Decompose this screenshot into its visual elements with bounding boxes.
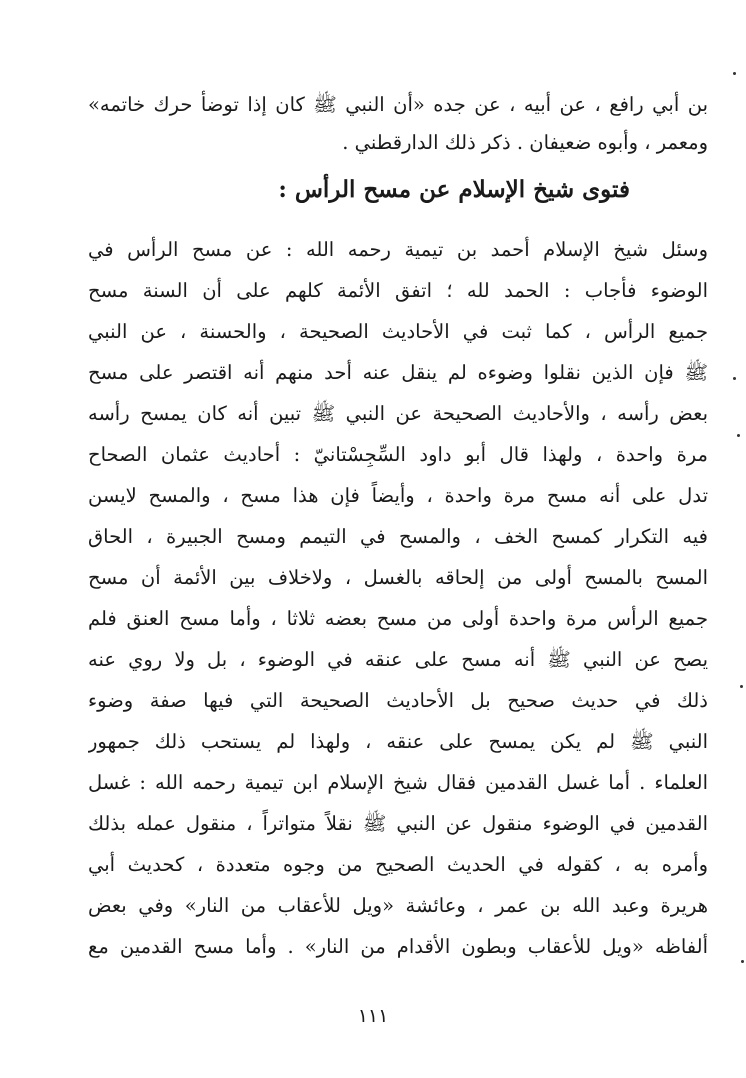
page-number: ١١١ xyxy=(357,1005,389,1027)
body-line-3: جميع الرأس ، كما ثبت في الأحاديث الصحيحة ، والحسنة ، عن النبي xyxy=(88,320,708,343)
scan-speck xyxy=(741,960,744,963)
section-heading: فتوى شيخ الإسلام عن مسح الرأس : xyxy=(278,176,630,203)
body-line-7: تدل على أنه مسح مرة واحدة ، وأيضاً فإن هذا مسح ، والمسح لايسن xyxy=(88,484,708,507)
body-line-12: ذلك في حديث صحيح بل الأحاديث الصحيحة التي فيها صفة وضوء xyxy=(88,689,708,712)
body-line-16: وأمره به ، كقوله في الحديث الصحيح من وجوه متعددة ، كحديث أبي xyxy=(88,853,708,876)
scan-speck xyxy=(733,377,736,380)
intro-paragraph xyxy=(88,88,708,168)
body-line-11: يصح عن النبي ﷺ أنه مسح على عنقه في الوضوء ، بل ولا روي عنه xyxy=(88,648,708,671)
intro-line-2: ومعمر ، وأبوه ضعيفان . ذكر ذلك الدارقطني . xyxy=(342,131,708,154)
body-line-10: جميع الرأس مرة واحدة أولى من مسح بعضه ثلاثا ، وأما مسح العنق فلم xyxy=(88,607,708,630)
body-line-6: مرة واحدة ، ولهذا قال أبو داود السِّجِسْتانيّ : أحاديث عثمان الصحاح xyxy=(88,443,708,466)
scan-speck xyxy=(733,72,736,75)
body-line-13: النبي ﷺ لم يكن يمسح على عنقه ، ولهذا لم يستحب ذلك جمهور xyxy=(88,730,708,753)
body-paragraph xyxy=(88,233,708,993)
body-line-5: بعض رأسه ، والأحاديث الصحيحة عن النبي ﷺ تبين أنه كان يمسح رأسه xyxy=(88,402,708,425)
body-line-18: ألفاظه «ويل للأعقاب وبطون الأقدام من النار» . وأما مسح القدمين مع xyxy=(88,935,708,958)
body-line-2: الوضوء فأجاب : الحمد لله ؛ اتفق الأئمة كلهم على أن السنة مسح xyxy=(88,279,708,302)
body-line-14: العلماء . أما غسل القدمين فقال شيخ الإسلام ابن تيمية رحمه الله : غسل xyxy=(88,771,708,794)
intro-line-1: بن أبي رافع ، عن أبيه ، عن جده «أن النبي ﷺ كان إذا توضأ حرك خاتمه» xyxy=(88,93,708,116)
body-line-4: ﷺ فإن الذين نقلوا وضوءه لم ينقل عنه أحد منهم أنه اقتصر على مسح xyxy=(88,361,708,384)
body-line-8: فيه التكرار كمسح الخف ، والمسح في التيمم ومسح الجبيرة ، الحاق xyxy=(88,525,708,548)
scan-speck xyxy=(737,434,740,437)
body-line-1: وسئل شيخ الإسلام أحمد بن تيمية رحمه الله : عن مسح الرأس في xyxy=(88,238,708,261)
body-line-9: المسح بالمسح أولى من إلحاقه بالغسل ، ولاخلاف بين الأئمة أن مسح xyxy=(88,566,708,589)
scan-speck xyxy=(740,685,743,688)
body-line-15: القدمين في الوضوء منقول عن النبي ﷺ نقلاً متواتراً ، منقول عمله بذلك xyxy=(88,812,708,835)
body-line-17: هريرة وعبد الله بن عمر ، وعائشة «ويل للأعقاب من النار» وفي بعض xyxy=(88,894,708,917)
